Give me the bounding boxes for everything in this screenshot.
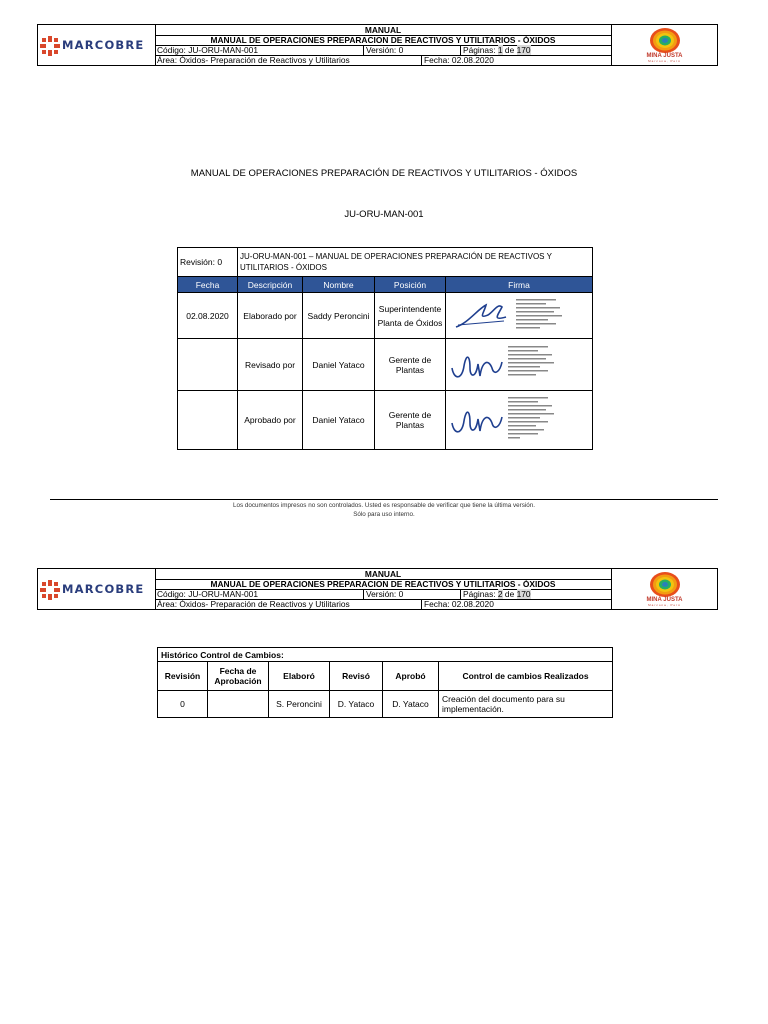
footer-internal: Sólo para uso interno. [353, 511, 415, 518]
company-name: MARCOBRE [62, 582, 145, 596]
footer-divider [50, 499, 718, 500]
doc-type: MANUAL [155, 569, 611, 580]
marcobre-logo-icon [40, 36, 60, 56]
doc-area: Área: Óxidos- Preparación de Reactivos y Utilitarios [157, 55, 350, 65]
row-date [178, 391, 238, 450]
col-header: Fecha [178, 277, 238, 293]
doc-code: Código: JU-ORU-MAN-001 [157, 45, 258, 55]
col-header: Firma [446, 277, 593, 293]
doc-version: Versión: 0 [363, 45, 460, 55]
doc-code: Código: JU-ORU-MAN-001 [157, 589, 258, 599]
signature-image [448, 295, 588, 335]
col-header: Revisó [330, 662, 383, 691]
doc-date: Fecha: 02.08.2020 [421, 55, 611, 65]
mine-name: MINA JUSTA [646, 53, 683, 59]
marcobre-logo [38, 25, 156, 65]
approval-revision: Revisión: 0 [178, 248, 238, 277]
row-position: Gerente de Plantas [375, 339, 446, 391]
marcobre-logo-icon [40, 580, 60, 600]
col-header: Control de cambios Realizados [439, 662, 613, 691]
col-header: Nombre [303, 277, 375, 293]
row-description: Elaborado por [238, 293, 303, 339]
row-date: 02.08.2020 [178, 293, 238, 339]
page-1-header [37, 24, 718, 66]
row-aprobo: D. Yataco [383, 691, 439, 718]
company-name: MARCOBRE [62, 38, 145, 52]
doc-pages: Páginas: 2 de 170 [460, 589, 611, 599]
signature-image [448, 393, 588, 445]
row-position: Superintendente Planta de Óxidos [375, 293, 446, 339]
row-description: Revisado por [238, 339, 303, 391]
signature-image [448, 342, 588, 386]
row-description: Aprobado por [238, 391, 303, 450]
cover-code: JU-ORU-MAN-001 [344, 209, 424, 220]
row-reviso: D. Yataco [330, 691, 383, 718]
col-header: Elaboró [269, 662, 330, 691]
row-date [208, 691, 269, 718]
doc-pages: Páginas: 1 de 170 [460, 45, 611, 55]
history-table [157, 647, 613, 718]
doc-version: Versión: 0 [363, 589, 460, 599]
table-row [178, 339, 593, 391]
approval-table [177, 247, 593, 450]
table-row [178, 293, 593, 339]
col-header: Revisión [158, 662, 208, 691]
signature-cell [446, 391, 593, 450]
mina-justa-logo-icon [648, 571, 682, 598]
doc-date: Fecha: 02.08.2020 [421, 599, 611, 609]
mina-justa-logo [611, 569, 718, 609]
mine-location: Marcona, Perú [648, 603, 681, 607]
footer-disclaimer: Los documentos impresos no son controlados. Usted es responsable de verificar que tiene la última versión. [232, 502, 536, 509]
row-revision: 0 [158, 691, 208, 718]
cover-title: MANUAL DE OPERACIONES PREPARACIÓN DE REACTIVOS Y UTILITARIOS - ÓXIDOS [190, 168, 578, 179]
row-position: Gerente de Plantas [375, 391, 446, 450]
row-name: Daniel Yataco [303, 391, 375, 450]
mine-name: MINA JUSTA [646, 597, 683, 603]
doc-type: MANUAL [155, 25, 611, 36]
signature-cell [446, 339, 593, 391]
doc-title: MANUAL DE OPERACIONES PREPARACION DE REACTIVOS Y UTILITARIOS - ÓXIDOS [155, 579, 611, 590]
table-row [178, 391, 593, 450]
table-row [158, 691, 613, 718]
row-elaboro: S. Peroncini [269, 691, 330, 718]
mina-justa-logo-icon [648, 27, 682, 54]
row-date [178, 339, 238, 391]
marcobre-logo [38, 569, 156, 609]
row-name: Daniel Yataco [303, 339, 375, 391]
doc-area: Área: Óxidos- Preparación de Reactivos y Utilitarios [157, 599, 350, 609]
mine-location: Marcona, Perú [648, 59, 681, 63]
col-header: Descripción [238, 277, 303, 293]
doc-title: MANUAL DE OPERACIONES PREPARACION DE REACTIVOS Y UTILITARIOS - ÓXIDOS [155, 35, 611, 46]
col-header: Aprobó [383, 662, 439, 691]
approval-doc-ref: JU-ORU-MAN-001 – MANUAL DE OPERACIONES PREPARACIÓN DE REACTIVOS Y UTILITARIOS - ÓXIDOS [238, 248, 593, 277]
col-header: Posición [375, 277, 446, 293]
row-name: Saddy Peroncini [303, 293, 375, 339]
history-title: Histórico Control de Cambios: [158, 648, 613, 662]
mina-justa-logo [611, 25, 718, 65]
signature-cell [446, 293, 593, 339]
page-2-header [37, 568, 718, 610]
row-changes: Creación del documento para su implementación. [439, 691, 613, 718]
col-header: Fecha de Aprobación [208, 662, 269, 691]
